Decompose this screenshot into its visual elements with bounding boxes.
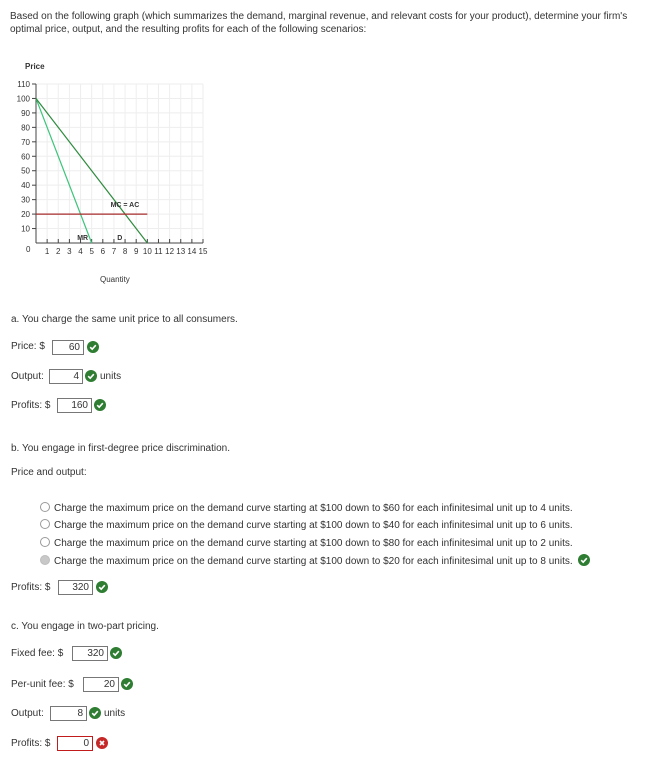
- per-unit-fee-input[interactable]: 20: [83, 677, 119, 692]
- y-tick-label: 80: [21, 123, 30, 133]
- y-axis-label: Price: [25, 62, 45, 71]
- x-tick-label: 2: [56, 247, 61, 256]
- y-tick-label: 110: [17, 80, 30, 89]
- x-tick-label: 3: [67, 247, 72, 256]
- correct-check-icon: [87, 341, 99, 353]
- part-c-output-input[interactable]: 8: [50, 706, 87, 721]
- part-c-output-label: Output:: [11, 708, 44, 719]
- x-tick-label: 14: [187, 247, 197, 256]
- radio-button[interactable]: [40, 537, 50, 547]
- x-tick-label: 5: [89, 247, 94, 256]
- y-tick-label: 10: [21, 224, 30, 234]
- x-tick-label: 8: [122, 247, 128, 256]
- fixed-fee-label: Fixed fee: $: [11, 648, 64, 659]
- y-tick-label: 100: [16, 94, 30, 104]
- part-a-prompt: a. You charge the same unit price to all consumers.: [11, 314, 238, 325]
- option-4[interactable]: [40, 555, 590, 569]
- x-tick-label: 1: [44, 247, 50, 256]
- part-a-profits-input[interactable]: 160: [57, 398, 92, 413]
- incorrect-x-icon: [96, 737, 108, 749]
- x-tick-label: 9: [133, 247, 139, 256]
- y-tick-label: 50: [21, 166, 30, 176]
- question-intro: Based on the following graph (which summarizes the demand, marginal revenue, and relevant costs for your product), determine your firm's optimal price, output, and the resulting profits for each of the following scenarios:: [10, 11, 628, 35]
- radio-button[interactable]: [40, 519, 50, 529]
- x-tick-label: 12: [165, 247, 175, 256]
- option-1-label: Charge the maximum price on the demand curve starting at $100 down to $60 for each infinitesimal unit up to 4 units.: [54, 503, 573, 514]
- correct-check-icon: [96, 581, 108, 593]
- correct-check-icon: [94, 399, 106, 411]
- option-3[interactable]: [40, 537, 573, 551]
- y-tick-label: 60: [21, 152, 30, 162]
- mc-ac-label: MC = AC: [110, 201, 140, 209]
- part-a-profits-label: Profits: $: [11, 400, 51, 411]
- x-tick-label: 6: [100, 247, 106, 256]
- d-label: D: [117, 235, 123, 242]
- y-tick-label: 70: [21, 137, 30, 147]
- option-1[interactable]: [40, 502, 573, 516]
- option-4-label: Charge the maximum price on the demand curve starting at $100 down to $20 for each infinitesimal unit up to 8 units.: [54, 556, 573, 567]
- x-tick-label: 4: [78, 247, 83, 256]
- fixed-fee-input[interactable]: 320: [72, 646, 108, 661]
- correct-check-icon: [85, 370, 97, 382]
- x-tick-label: 11: [154, 247, 163, 256]
- x-tick-label: 13: [176, 247, 186, 256]
- radio-button[interactable]: [40, 502, 50, 512]
- y-tick-label: 30: [21, 195, 30, 205]
- part-a-price-input[interactable]: 60: [52, 340, 84, 355]
- correct-check-icon: [89, 707, 101, 719]
- y-tick-label: 40: [21, 181, 30, 191]
- y-tick-label: 90: [21, 108, 30, 118]
- option-2-label: Charge the maximum price on the demand curve starting at $100 down to $40 for each infinitesimal unit up to 6 units.: [54, 520, 573, 531]
- y-tick-label: 20: [21, 210, 30, 220]
- option-3-label: Charge the maximum price on the demand curve starting at $100 down to $80 for each infinitesimal unit up to 2 units.: [54, 538, 573, 549]
- x-tick-label: 15: [198, 247, 208, 256]
- y-tick-label: 0: [26, 245, 31, 254]
- part-c-output-units: units: [104, 708, 126, 719]
- part-c-profits-label: Profits: $: [11, 738, 51, 749]
- part-a-output-label: Output:: [11, 371, 44, 382]
- part-a-output-units: units: [100, 371, 122, 382]
- x-tick-label: 7: [111, 247, 117, 256]
- part-b-profits-label: Profits: $: [11, 582, 51, 593]
- correct-check-icon: [110, 647, 122, 659]
- per-unit-fee-label: Per-unit fee: $: [11, 679, 74, 690]
- correct-check-icon: [578, 554, 590, 566]
- option-2[interactable]: [40, 519, 573, 533]
- part-b-profits-input[interactable]: 320: [58, 580, 93, 595]
- x-tick-label: 10: [142, 247, 152, 256]
- part-a-price-label: Price: $: [11, 341, 45, 352]
- radio-button-selected[interactable]: [40, 555, 50, 565]
- part-b-prompt: b. You engage in first-degree price discrimination.: [11, 443, 231, 454]
- part-a-output-input[interactable]: 4: [49, 369, 83, 384]
- demand-chart: [0, 55, 230, 295]
- part-c-profits-input[interactable]: 0: [57, 736, 93, 751]
- mr-label: MR: [77, 235, 89, 242]
- part-b-subprompt: Price and output:: [11, 467, 87, 478]
- correct-check-icon: [121, 678, 133, 690]
- part-c-prompt: c. You engage in two-part pricing.: [11, 621, 159, 632]
- x-axis-label: Quantity: [100, 275, 130, 284]
